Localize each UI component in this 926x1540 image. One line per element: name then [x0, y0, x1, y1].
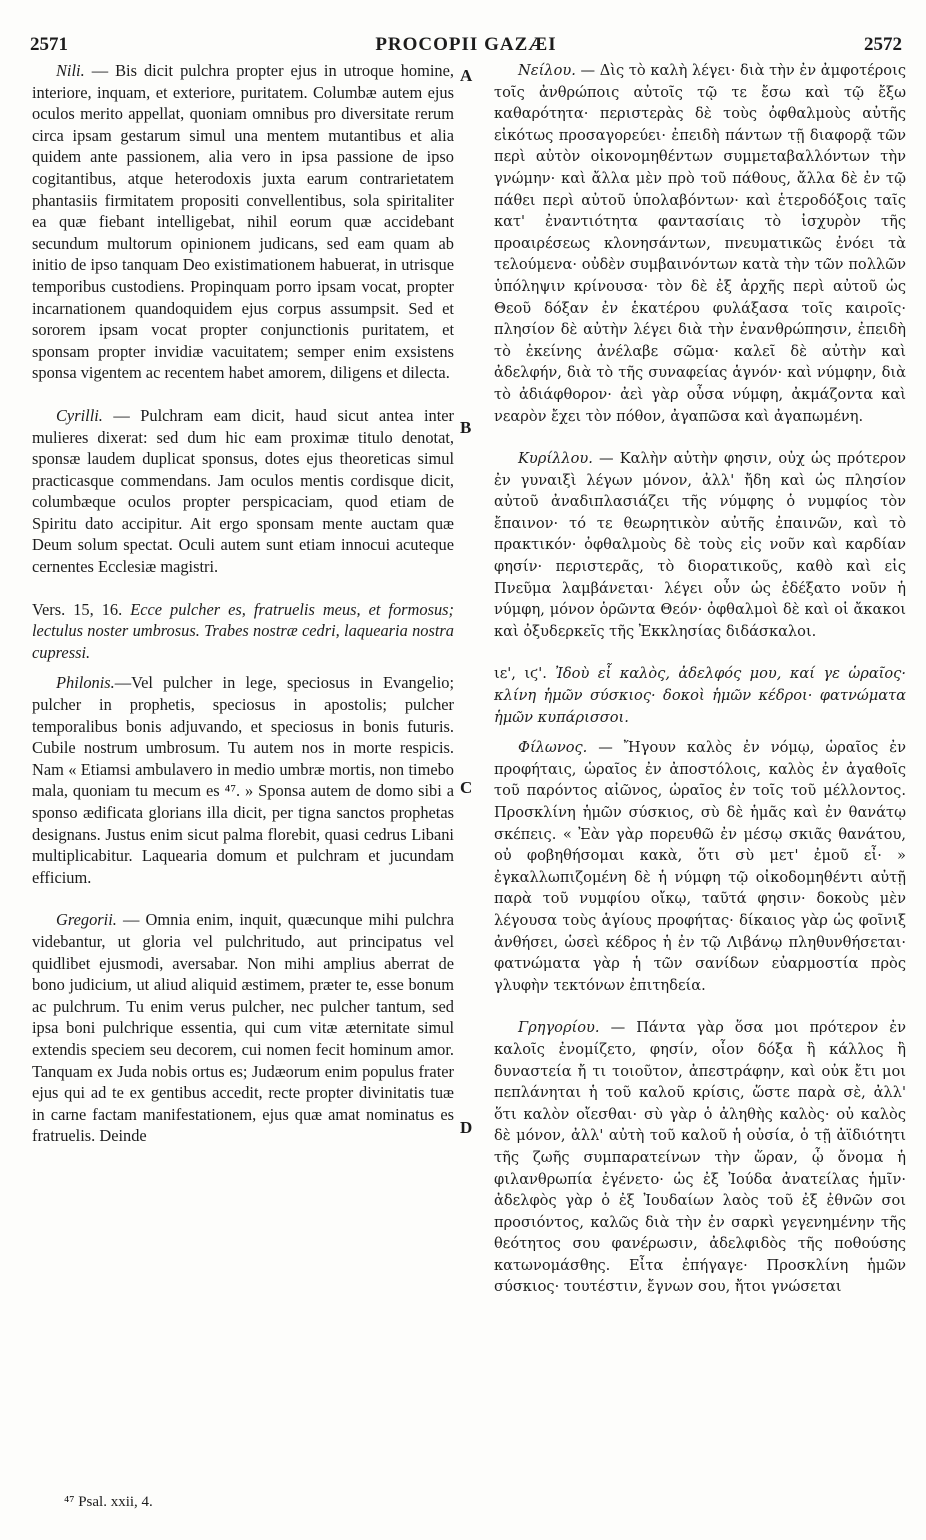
paragraph-text: — Δὶς τὸ καλὴ λέγει· διὰ τὴν ἐν ἀμφοτέροις τοῖς ἀνθρώποις αὐτοῖς τῷ τε ἔσω καὶ τῷ ἔξω καθαρότητα· περιστερὰς δὲ τοὺς ὀφθαλμοὺς αὐτῆς εἰκότως προσαγορεύει· ἐπειδὴ πάντων τῇ διαφορᾷ τῶν περὶ αὐτὸν οἰκονομηθέντων συμμεταβαλλόντων τὴν γνώμην· καὶ ἄλλα μὲν πρὸ τοῦ πάθους, ἄλλα δὲ ἐν τῷ πάθει περὶ αὐτοῦ ὑπολαβόντων· καὶ ἑτεροδόξοις ταῖς κατ' ἐναντιότητα φαντασίαις τὸ ἰσχυρὸν τῆς προαιρέσεως κλονησάντων, πνευματικῶς ἐνόει τὰ τελούμενα· οὐδὲν συμβαινόντων κατὰ τὴν τῶν πολλῶν ὑπόληψιν κρίνουσα· τὸν δὲ ἐξ ἀρχῆς περὶ αὐτοῦ ὡς Θεοῦ δόξαν ἐν ἑκατέρου φυλάξασα τοῖς καιροῖς· πλησίον δὲ αὐτὴν λέγει διὰ τὴν ἐνανθρώπησιν, ἐπειδὴ τὸ ἐκείνης ἀνέλαβε σῶμα· καλεῖ δὲ αὐτὴν καὶ ἀδελφήν, διὰ τὸ τῆς συναφείας ἁγνόν· καὶ νύμφην, διὰ τὸ ἀδιάφθορον· ἀεὶ γὰρ οὖσα νύμφη, ἀκμάζοντα καὶ νεαρὸν ἔχει τὸν πόθον, ἀγαπῶσα καὶ ἀγαπωμένη. [494, 62, 906, 425]
paragraph-text: — Ἤγουν καλὸς ἐν νόμῳ, ὡραῖος ἐν προφήταις, ὡραῖος ἐν ἀποστόλοις, καλὸς ἐν ἀγαθοῖς τοῦ παρόντος αἰῶνος, ὡραῖος ἐν τοῖς τοῦ μέλλοντος. Προσκλίνη ἡμῶν σύσκιος, σὺ δὲ ἡμᾶς καὶ ἐν θανάτῳ σκέπεις. « Ἐὰν γὰρ πορευθῶ ἐν μέσῳ σκιᾶς θανάτου, οὐ φοβηθήσομαι κακὰ, ὅτι σὺ μετ' ἐμοῦ εἶ· » ἐγκαλλωπιζομένη δὲ ἡ νύμφη τῷ οἰκοδομηθέντι αὐτῇ παρὰ τοῦ νυμφίου οἴκῳ, ταῦτά φησιν· δοκοὺς μὲν λέγουσα τοὺς ἁγίους προφήτας· δίκαιος γὰρ ὡς φοῖνιξ ἀνθήσει, ὡσεὶ κέδρος ἡ ἐν τῷ Λιβάνῳ πληθυνθήσεται· φατνώματα γὰρ ἡ τῶν σανίδων εὐαρμοστία πρὸς γλυφὴν τεκτόνων ἐπιτηδεία. [494, 739, 906, 994]
greek-paragraph-gregoriou [494, 1017, 906, 1298]
page-number-left: 2571 [30, 34, 68, 55]
section-marker-d: D [460, 1118, 473, 1137]
verse-label: Vers. 15, 16. [32, 599, 123, 619]
rubric: Nili. [56, 61, 85, 80]
page-number-right: 2572 [864, 34, 902, 55]
latin-paragraph-cyrilli [32, 405, 454, 578]
paragraph-text: — Omnia enim, inquit, quæcunque mihi pulchra videbantur, ut gloria vel pulchritudo, aut principatus vel quidlibet ejusmodi, aversabar. Non mihi amplius aberrat de bono judicium, ut aliud aliquid æstimem, præter te, esse bonum ac pulchrum. Tu enim verus pulcher, nec pulcher tantum, sed ipsa boni pulchrique essentia, qui cum vitæ æternitate simul extendis speciem seu decorem, cui nomen fecit hominum amor. Tanquam ex Juda nobis ortus es; Judæorum enim populus frater ejus qui ad te ex gentibus accedit, recte propter divinitatis tuæ in carne factam manifestationem, ejus quæ amat nominatus es fratruelis. Deinde [32, 910, 454, 1146]
rubric: Philonis. [56, 673, 115, 693]
paragraph-text: — Pulchram eam dicit, haud sicut antea inter mulieres dixerat: sed dum hic eam proximæ titulo denotat, sponsæ laudem duplicat sponsus, dotes ejus theoreticas simul practicasque commendans. Jam oculos mentis cordisque dicit, columbæque oculos propter perspicaciam, quod etiam de Spiritu dato accipitur. Ait ergo sponsam mente auctam quæ Deum solum spectat. Oculi autem sunt etiam innocui acuteque cernentes Ecclesiæ magistri. [32, 405, 454, 577]
latin-paragraph-gregorii [32, 909, 454, 1147]
rubric: Γρηγορίου. [518, 1019, 600, 1037]
paragraph-text: — Πάντα γὰρ ὅσα μοι πρότερον ἐν καλοῖς ἐνομίζετο, φησίν, οἷον δόξα ἢ κάλλος ἢ δυναστεία ἤ τι τοιοῦτον, ἀπεστράφην, καὶ οὐκ ἔτι μοι πεπλάνηται ἡ τοῦ καλοῦ κρίσις, ὥστε παρὰ σὲ, ἀλλ' ὅτι καλὸν οἴεσθαι· σὺ γὰρ ὁ ἀληθὴς καλὸς· οὐ καλὸς δὲ μόνον, ἀλλ' αὐτὴ τοῦ καλοῦ ἡ οὐσία, ὁ τῇ ἀϊδιότητι τῆς ζωῆς συμπαρατείνων τὴν ὥραν, ᾧ ὄνομα ἡ φιλανθρωπία ἐγένετο· ὡς ἐξ Ἰούδα ἀνατείλας ἡμῖν· ἀδελφὸς γὰρ ὁ ἐξ Ἰουδαίων λαὸς τοῦ ἐξ ἐθνῶν σοι προσιόντος, καλῶς διὰ τὴν ἐν σαρκὶ γεγενημένην τῆς θεότητος σου φανέρωσιν, ἀδελφιδὸς τῆς ποθούσης κατωνομάσθης. Εἶτα ἐπήγαγε· Προσκλίνη ἡμῶν σύσκιος· τουτέστιν, ἔγνων σου, ἤτοι γνώσεται [494, 1019, 906, 1296]
rubric: Gregorii. [56, 910, 117, 930]
section-marker-c: C [460, 778, 473, 797]
greek-paragraph-philonos [494, 737, 906, 996]
rubric: Cyrilli. [56, 405, 103, 425]
paragraph-text: —Vel pulcher in lege, speciosus in Evangelio; pulcher in prophetis, speciosus in apostolis; pulcher temporalibus bonis adjuvando, et speciosus in bonis futuris. Cubile nostrum umbrosum. Tu autem nos in morte respicis. Nam « Etiamsi ambulavero in medio umbræ mortis, non timebo mala, quoniam tu mecum es ⁴⁷. » Sponsa autem de domo sibi a sponso ædificata glorians illa dicit, per tigna sanctos prophetas designans. Justus enim sicut palma florebit, quasi cedrus Libani multiplicabitur. Laquearia domum et pulchram et jucundam efficium. [32, 673, 454, 887]
greek-paragraph-kyrillou [494, 448, 906, 642]
rubric: Κυρίλλου. [518, 450, 593, 468]
paragraph-text: — Bis dicit pulchra propter ejus in utroque homine, interiore, inquam, et exteriore, puritatem. Columbæ autem ejus oculos merito appellat, quoniam omnibus pro diversitate rerum circa ipsam gestarum simul una mentem mutantibus et alia quidem ante passionem, alia vero in ipsa passione de ipso cogitantibus, atque heterodoxis juxta earum contrarietatem phantasiis firmitatem propositi convellentibus, sola spiritaliter ea quæ fiebant intelligebat, nihil eorum quæ accidebant secundum multorum opinionem judicans, sed eam quam ab initio de ipso tanquam Deo existimationem habuerat, in utrisque temporibus custodiens. Propinquam porro ipsam vocat, propter incarnationem quandoquidem ejus corpus assumpsit. Sed et sororem ipsam vocat propter conjunctionis puritatem, et sponsam propter invidiæ vacuitatem; semper enim exsistens sponsa vigentem ac recentem habet amorem, diligens et dilecta. [32, 61, 454, 383]
page-header [30, 34, 902, 58]
greek-paragraph-nilou [494, 60, 906, 427]
greek-column [494, 60, 906, 1298]
verse-text: Ἰδοὺ εἶ καλὸς, ἀδελφός μου, καί γε ὡραῖος· κλίνη ἡμῶν σύσκιος· δοκοὶ ἡμῶν κέδροι· φατνώματα ἡμῶν κυπάρισσοι. [494, 665, 906, 726]
latin-paragraph-nili [32, 60, 454, 384]
section-marker-b: B [460, 418, 472, 437]
section-marker-a: A [460, 66, 473, 85]
latin-verse-15-16 [32, 599, 454, 664]
latin-paragraph-philonis [32, 672, 454, 888]
paragraph-text: — Καλὴν αὐτὴν φησιν, οὐχ ὡς πρότερον ἐν γυναιξὶ λέγων μόνον, ἀλλ' ἤδη καὶ ὡς πλησίον αὐτοῦ ἀναδιπλασιάζει τῆς νύμφης ὁ νυμφίος τὸν ἔπαινον· τό τε θεωρητικὸν αὐτῆς ἐπαινῶν, καὶ τὸ πρακτικόν· ὀφθαλμοὺς δὲ τοὺς εἰς νοῦν καὶ καρδίαν φησίν· περιστερᾶς, τὸ διορατικοῦς, καθὸ καὶ εἰς Πνεῦμα λαμβάνεται· λέγει οὖν ὡς ἐδέξατο νοῦν ἡ νύμφη, μόνον ὁρῶντα Θεόν· ὀφθαλμοὶ δὲ καὶ οἱ ἄκακοι καὶ ὀξυδερκεῖς τῆς Ἐκκλησίας διδάσκαλοι. [494, 450, 906, 640]
footnote: ⁴⁷ Psal. xxii, 4. [64, 1494, 153, 1510]
running-title: PROCOPII GAZÆI [375, 34, 557, 55]
verse-label: ιε', ιϛ'. [494, 665, 547, 683]
rubric: Φίλωνος. [518, 739, 588, 757]
rubric: Νείλου. [518, 62, 576, 79]
verse-text: Ecce pulcher es, fratruelis meus, et formosus; lectulus noster umbrosus. Trabes nostræ cedri, laquearia nostra cupressi. [32, 599, 455, 662]
latin-column [32, 60, 454, 1147]
greek-verse-15-16 [494, 663, 906, 728]
